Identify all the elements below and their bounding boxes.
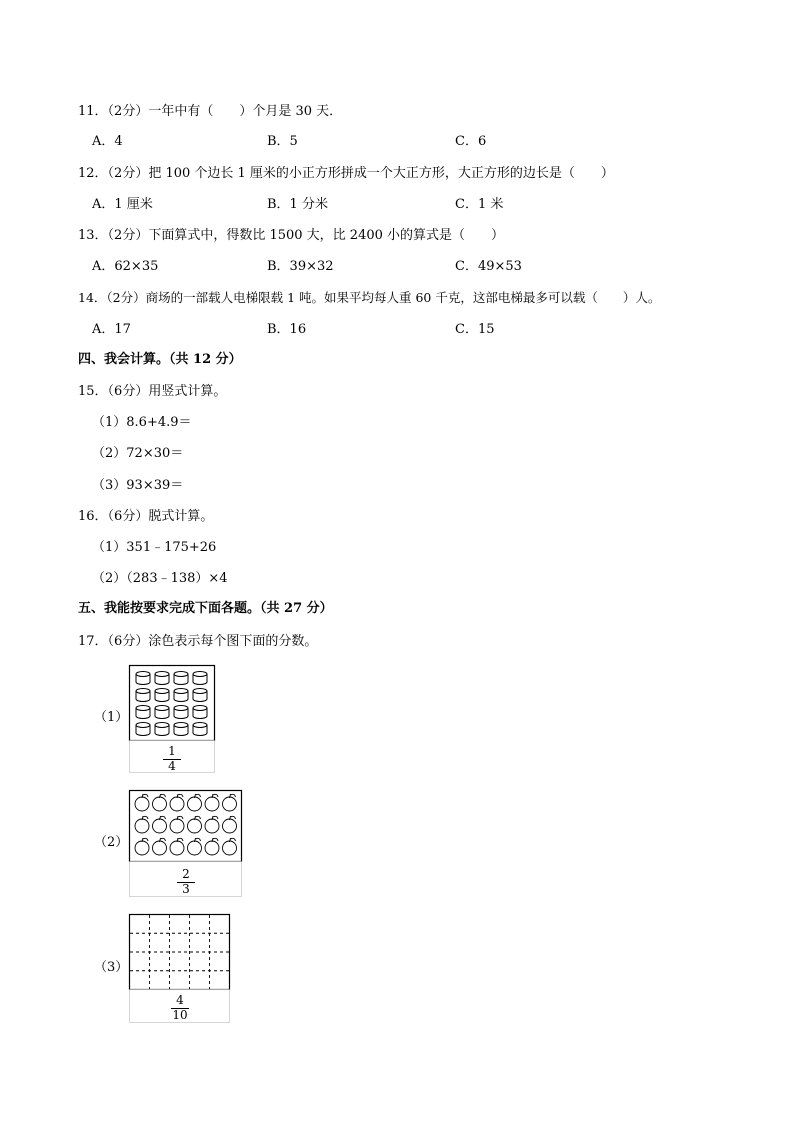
question-13-option-c[interactable]: C．49×53	[455, 259, 522, 274]
question-16-stem: 16．（6分）脱式计算。	[78, 509, 214, 524]
figure-1-fraction	[157, 745, 187, 773]
cylinder-icon	[155, 689, 169, 702]
cylinder-icon	[174, 706, 188, 719]
cylinder-icon	[136, 689, 150, 702]
question-13-option-b[interactable]: B．39×32	[267, 259, 334, 274]
question-12-option-b[interactable]: B．1 分米	[267, 197, 328, 212]
question-16-item-1: （1）351﹣175+26	[92, 540, 217, 555]
question-14-stem: 14．（2分）商场的一部载人电梯限载 1 吨。如果平均每人重 60 千克，这部电梯最多可以载（ ）人。	[78, 290, 661, 305]
question-16-item-2: （2）（283﹣138）×4	[92, 571, 228, 586]
question-15-item-1: （1）8.6+4.9＝	[92, 415, 192, 430]
question-15-item-2: （2）72×30＝	[92, 446, 184, 461]
cylinder-icon	[174, 723, 188, 736]
question-13-stem: 13．（2分）下面算式中，得数比 1500 大，比 2400 小的算式是（ ）	[78, 228, 505, 243]
question-15-item-3: （3）93×39＝	[92, 478, 184, 493]
figure-2-numerator: 2	[182, 867, 190, 881]
cylinder-icon	[174, 689, 188, 702]
section-5-heading: 五、我能按要求完成下面各题。（共 27 分）	[78, 601, 333, 616]
figure-1-numerator: 1	[168, 744, 176, 758]
cylinder-icon	[136, 723, 150, 736]
cylinder-icon	[193, 723, 207, 736]
cylinder-icon	[193, 706, 207, 719]
question-14-option-c[interactable]: C．15	[455, 322, 495, 337]
figure-1-label: （1）	[94, 710, 129, 725]
figure-1-denominator: 4	[168, 759, 176, 773]
question-11-option-b[interactable]: B．5	[267, 134, 298, 149]
question-13-option-a[interactable]: A．62×35	[92, 259, 159, 274]
cylinder-icon	[193, 672, 207, 685]
cylinder-icon	[155, 723, 169, 736]
cylinder-icon	[193, 689, 207, 702]
figure-2-label: （2）	[94, 835, 129, 850]
figure-3-label: （3）	[94, 960, 129, 975]
question-12-option-a[interactable]: A．1 厘米	[92, 197, 153, 212]
figure-2-denominator: 3	[182, 882, 190, 896]
question-11-option-a[interactable]: A．4	[92, 134, 123, 149]
question-15-stem: 15．（6分）用竖式计算。	[78, 384, 227, 399]
cylinder-icon	[155, 706, 169, 719]
question-14-option-a[interactable]: A．17	[92, 322, 131, 337]
cylinder-icon	[155, 672, 169, 685]
cylinder-icon	[136, 672, 150, 685]
question-14-option-b[interactable]: B．16	[267, 322, 307, 337]
question-11-option-c[interactable]: C．6	[455, 134, 487, 149]
cylinder-icon	[174, 672, 188, 685]
question-12-option-c[interactable]: C．1 米	[455, 197, 504, 212]
figure-3-fraction	[165, 994, 195, 1022]
cylinder-icon	[136, 706, 150, 719]
section-4-heading: 四、我会计算。（共 12 分）	[78, 352, 242, 367]
question-12-stem: 12．（2分）把 100 个边长 1 厘米的小正方形拼成一个大正方形，大正方形的边长是（ ）	[78, 166, 614, 181]
figure-2-fraction	[171, 868, 201, 896]
figure-3-denominator: 10	[172, 1008, 188, 1022]
figure-3-numerator: 4	[176, 993, 184, 1007]
question-11-stem: 11．（2分）一年中有（ ）个月是 30 天．	[78, 104, 343, 119]
question-17-stem: 17．（6分）涂色表示每个图下面的分数。	[78, 634, 318, 649]
